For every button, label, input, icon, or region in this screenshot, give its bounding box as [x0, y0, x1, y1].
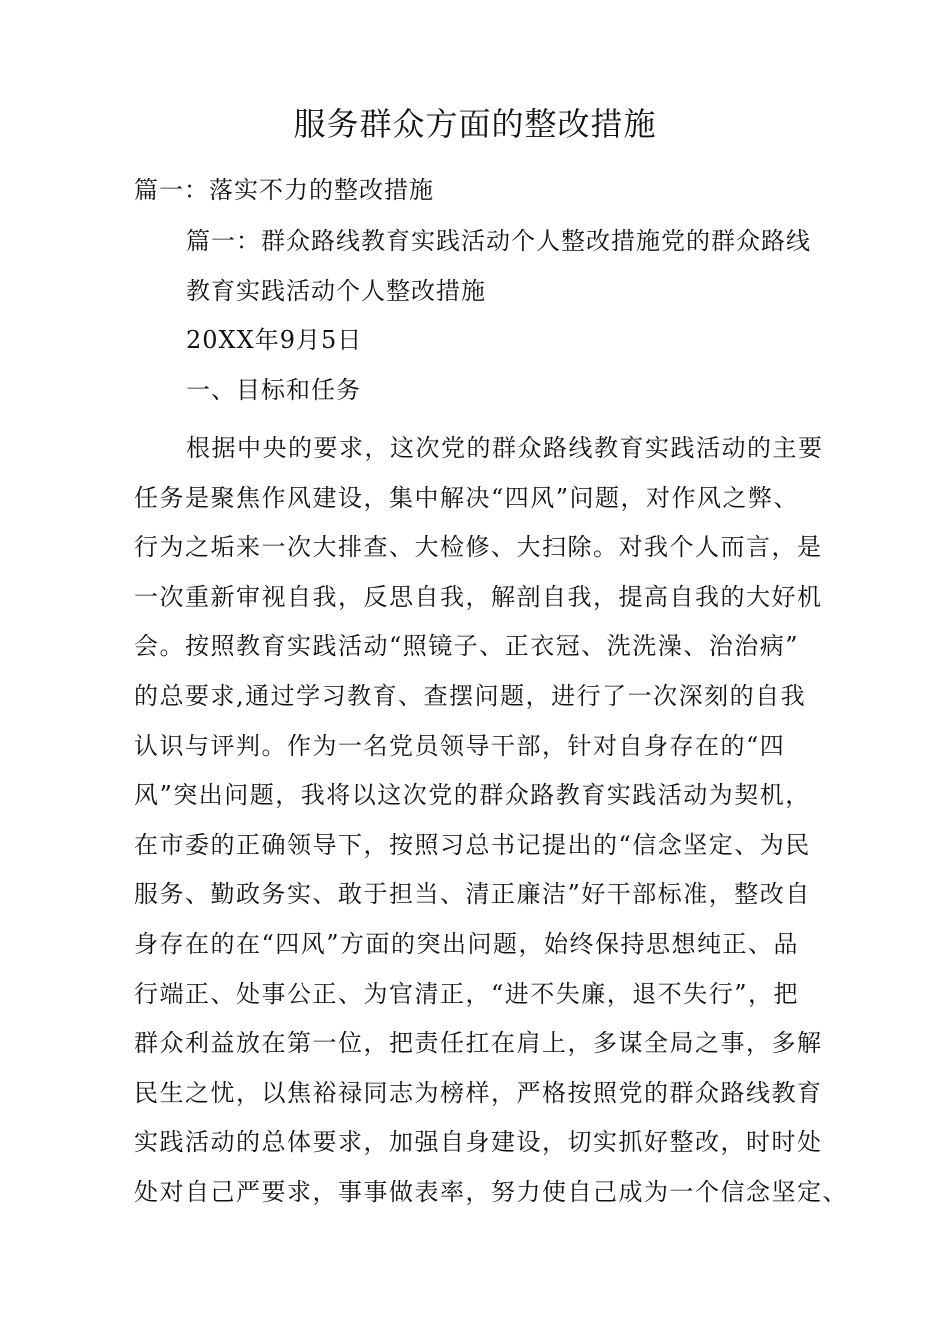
paragraph-line: 根据中央的要求，这次党的群众路线教育实践活动的主要 [186, 434, 824, 462]
section-heading: 篇一：落实不力的整改措施 [134, 176, 434, 204]
subheading-line-2: 教育实践活动个人整改措施 [186, 277, 486, 305]
paragraph-line: 风”突出问题，我将以这次党的群众路教育实践活动为契机， [134, 781, 811, 810]
paragraph-line: 民生之忧，以焦裕禄同志为榜样，严格按照党的群众路线教育 [134, 1078, 823, 1107]
body-paragraph [134, 424, 848, 1218]
paragraph-line: 认识与评判。作为一名党员领导干部，针对自身存在的“四 [134, 731, 786, 760]
paragraph-line: 身存在的在“四风”方面的突出问题，始终保持思想纯正、品 [134, 929, 800, 958]
paragraph-line: 会。按照教育实践活动“照镜子、正衣冠、洗洗澡、治治病” [134, 632, 800, 661]
paragraph-line: 行为之垢来一次大排查、大检修、大扫除。对我个人而言，是 [134, 533, 823, 562]
paragraph-line: 服务、勤政务实、敢于担当、清正廉洁”好干部标准，整改自 [134, 880, 811, 909]
page-title: 服务群众方面的整改措施 [293, 105, 657, 143]
paragraph-line: 处对自己严要求，事事做表率，努力使自己成为一个信念坚定、 [134, 1177, 848, 1206]
paragraph-line: 任务是聚焦作风建设，集中解决“四风”问题，对作风之弊、 [134, 483, 800, 512]
document-date: 20XX年9月5日 [186, 326, 363, 354]
subheading-line-1: 篇一：群众路线教育实践活动个人整改措施党的群众路线 [186, 227, 811, 255]
paragraph-line: 行端正、处事公正、为官清正，“进不失廉，退不失行”，把 [134, 979, 800, 1008]
paragraph-line: 群众利益放在第一位，把责任扛在肩上，多谋全局之事，多解 [134, 1029, 823, 1058]
paragraph-line: 的总要求,通过学习教育、查摆问题，进行了一次深刻的自我 [134, 681, 807, 710]
paragraph-line: 一次重新审视自我，反思自我，解剖自我，提高自我的大好机 [134, 582, 823, 611]
paragraph-line: 实践活动的总体要求，加强自身建设，切实抓好整改，时时处 [134, 1128, 823, 1157]
section-one-heading: 一、目标和任务 [186, 376, 361, 404]
paragraph-line: 在市委的正确领导下，按照习总书记提出的“信念坚定、为民 [134, 830, 811, 859]
